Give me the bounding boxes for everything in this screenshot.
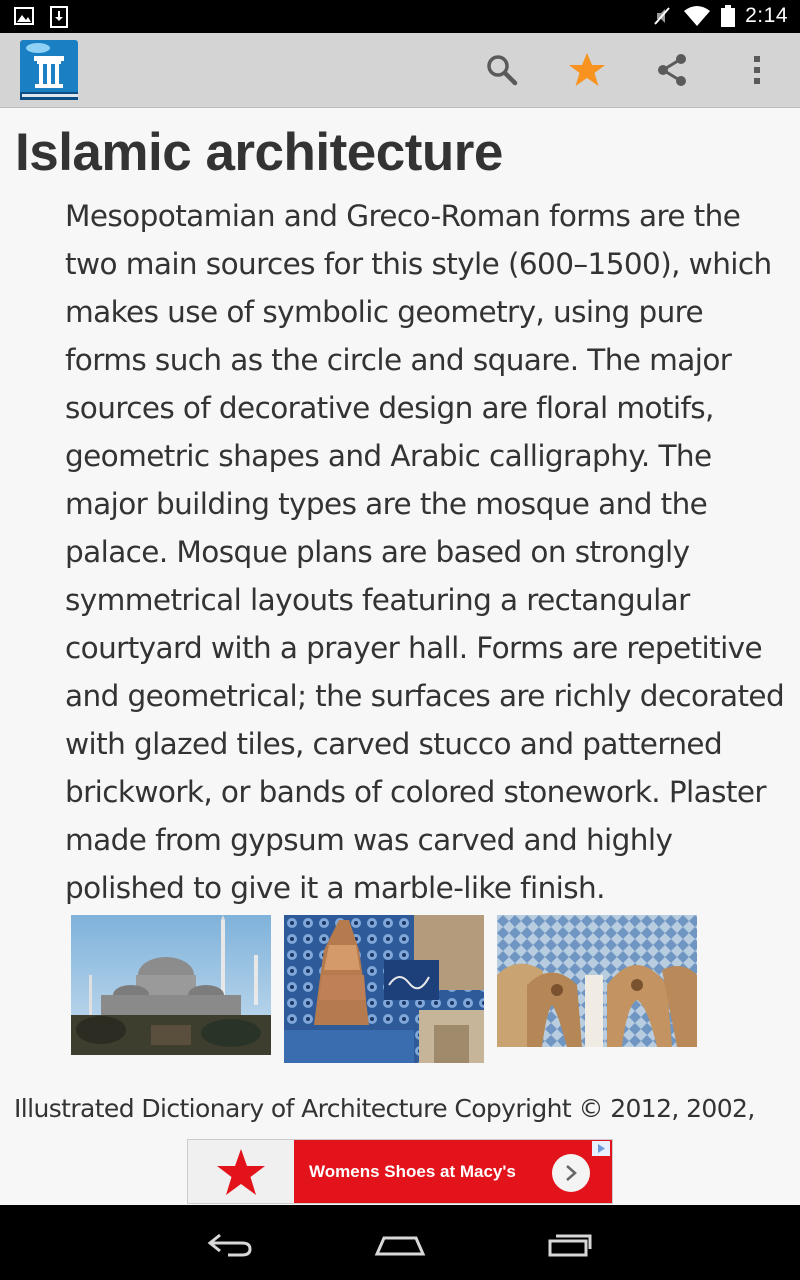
action-bar xyxy=(0,33,800,108)
macys-logo xyxy=(188,1140,294,1203)
mute-icon xyxy=(651,5,673,27)
ad-text: Womens Shoes at Macy's xyxy=(309,1162,516,1181)
wifi-icon xyxy=(683,5,711,27)
ad-go-button[interactable] xyxy=(552,1154,590,1192)
ad-choices-icon[interactable] xyxy=(592,1141,610,1156)
recents-button[interactable] xyxy=(540,1225,600,1265)
recents-icon xyxy=(546,1231,594,1259)
overflow-menu-button[interactable] xyxy=(734,47,780,93)
mosque-photo[interactable] xyxy=(71,915,271,1055)
battery-icon xyxy=(721,5,735,27)
back-button[interactable] xyxy=(200,1225,260,1265)
status-bar xyxy=(0,0,800,33)
search-icon xyxy=(485,53,519,87)
home-button[interactable] xyxy=(370,1225,430,1265)
copyright-text: Illustrated Dictionary of Architecture Copyright © 2012, 2002, xyxy=(14,1094,755,1123)
notification-icons xyxy=(14,6,68,28)
search-button[interactable] xyxy=(479,47,525,93)
back-icon xyxy=(206,1231,254,1259)
share-button[interactable] xyxy=(649,47,695,93)
download-notification-icon xyxy=(50,6,68,28)
image-notification-icon xyxy=(14,6,34,26)
system-icons xyxy=(651,4,788,28)
navigation-bar xyxy=(0,1205,800,1280)
clock: 2:14 xyxy=(745,4,788,27)
ad-banner[interactable] xyxy=(187,1139,613,1204)
favorite-button[interactable] xyxy=(564,47,610,93)
muqarnas-tile-photo[interactable] xyxy=(284,915,484,1063)
article-content[interactable] xyxy=(0,110,800,1140)
article-body: Mesopotamian and Greco-Roman forms are the two main sources for this style (600–1500), which makes use of symbolic geometry, using pure forms such as the circle and square. The major sources of decorative design are floral motifs, geometric shapes and Arabic calligraphy. The major building types are the mosque and the palace. Mosque plans are based on strongly symmetrical layouts featuring a rectangular courtyard with a prayer hall. Forms are repetitive and geometrical; the surfaces are richly decorated with glazed tiles, carved stucco and patterned brickwork, or bands of colored stonework. Plaster made from gypsum was carved and highly polished to give it a marble-like finish. xyxy=(65,199,785,905)
share-icon xyxy=(655,53,689,87)
macys-star-icon xyxy=(216,1148,266,1196)
stucco-arch-photo[interactable] xyxy=(497,915,697,1047)
star-icon xyxy=(568,52,606,88)
overflow-menu-icon xyxy=(752,53,762,87)
home-icon xyxy=(374,1232,426,1258)
article-title: Islamic architecture xyxy=(15,123,503,182)
chevron-right-icon xyxy=(564,1164,578,1182)
architecture-dictionary-logo[interactable] xyxy=(18,38,80,102)
